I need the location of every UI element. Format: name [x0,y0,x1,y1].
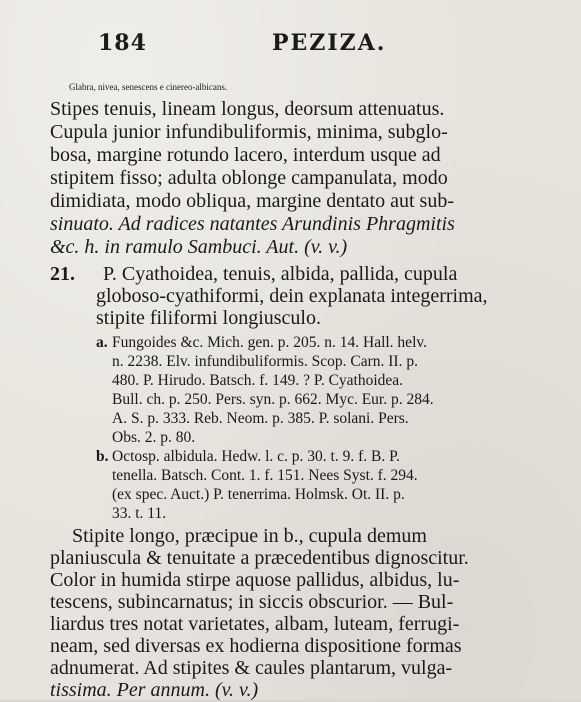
reference-line: Fungoides &c. Mich. gen. p. 205. n. 14. Hall. helv. [112,334,427,351]
text-line: &c. h. in ramulo Sambuci. Aut. (v. v.) [50,236,348,258]
text-line: planiuscula & tenuitate a præcedentibus dignoscitur. [50,547,469,569]
variety-label: b. [96,448,109,465]
text-line: dimidiata, modo obliqua, margine dentato aut sub- [50,190,454,212]
reference-line: Octosp. albidula. Hedw. l. c. p. 30. t. 9. f. B. P. [112,448,400,465]
reference-line: 33. t. 11. [112,505,167,522]
page-header [0,30,581,60]
text-line: Color in humida stirpe aquose pallidus, albidus, lu- [50,569,460,591]
text-line: neam, sed diversas ex hodierna dispositione formas [50,635,462,657]
species-number: 21. [50,263,75,285]
text-line: tescens, subincarnatus; in siccis obscurior. — Bul- [50,591,454,613]
reference-line: Obs. 2. p. 80. [112,429,196,446]
species-line: globoso-cyathiformi, dein explanata integerrima, [96,285,488,307]
reference-line: tenella. Batsch. Cont. 1. f. 151. Nees Syst. f. 294. [112,467,418,484]
text-line: bosa, margine rotundo lacero, interdum usque ad [50,144,441,166]
text-line: Glabra, nivea, senescens e cinereo-albicans. [69,82,228,92]
text-line: Stipes tenuis, lineam longus, deorsum attenuatus. [50,98,445,120]
species-line: P. Cyathoidea, tenuis, albida, pallida, cupula [103,263,458,285]
reference-line: (ex spec. Auct.) P. tenerrima. Holmsk. Ot. II. p. [112,486,405,503]
reference-line: 480. P. Hirudo. Batsch. f. 149. ? P. Cyathoidea. [112,372,404,389]
running-title: PEZIZA. [272,30,387,56]
text-line: sinuato. Ad radices natantes Arundinis Phragmitis [50,213,455,235]
reference-line: Bull. ch. p. 250. Pers. syn. p. 662. Myc. Eur. p. 284. [112,391,434,408]
variety-label: a. [96,334,108,351]
page-number: 184 [98,30,147,56]
text-line: adnumerat. Ad stipites & caules plantarum, vulga- [50,657,453,679]
reference-line: A. S. p. 333. Reb. Neom. p. 385. P. solani. Pers. [112,410,409,427]
text-line: Stipite longo, præcipue in b., cupula demum [72,525,427,547]
reference-line: n. 2238. Elv. infundibuliformis. Scop. Carn. II. p. [112,353,418,370]
text-line: liardus tres notat varietates, albam, luteam, ferrugi- [50,613,460,635]
species-line: stipite filiformi longiusculo. [96,307,321,329]
text-line: Cupula junior infundibuliformis, minima, subglo- [50,121,448,143]
text-line: tissima. Per annum. (v. v.) [50,679,259,701]
text-line: stipitem fisso; adulta oblonge campanulata, modo [50,167,448,189]
